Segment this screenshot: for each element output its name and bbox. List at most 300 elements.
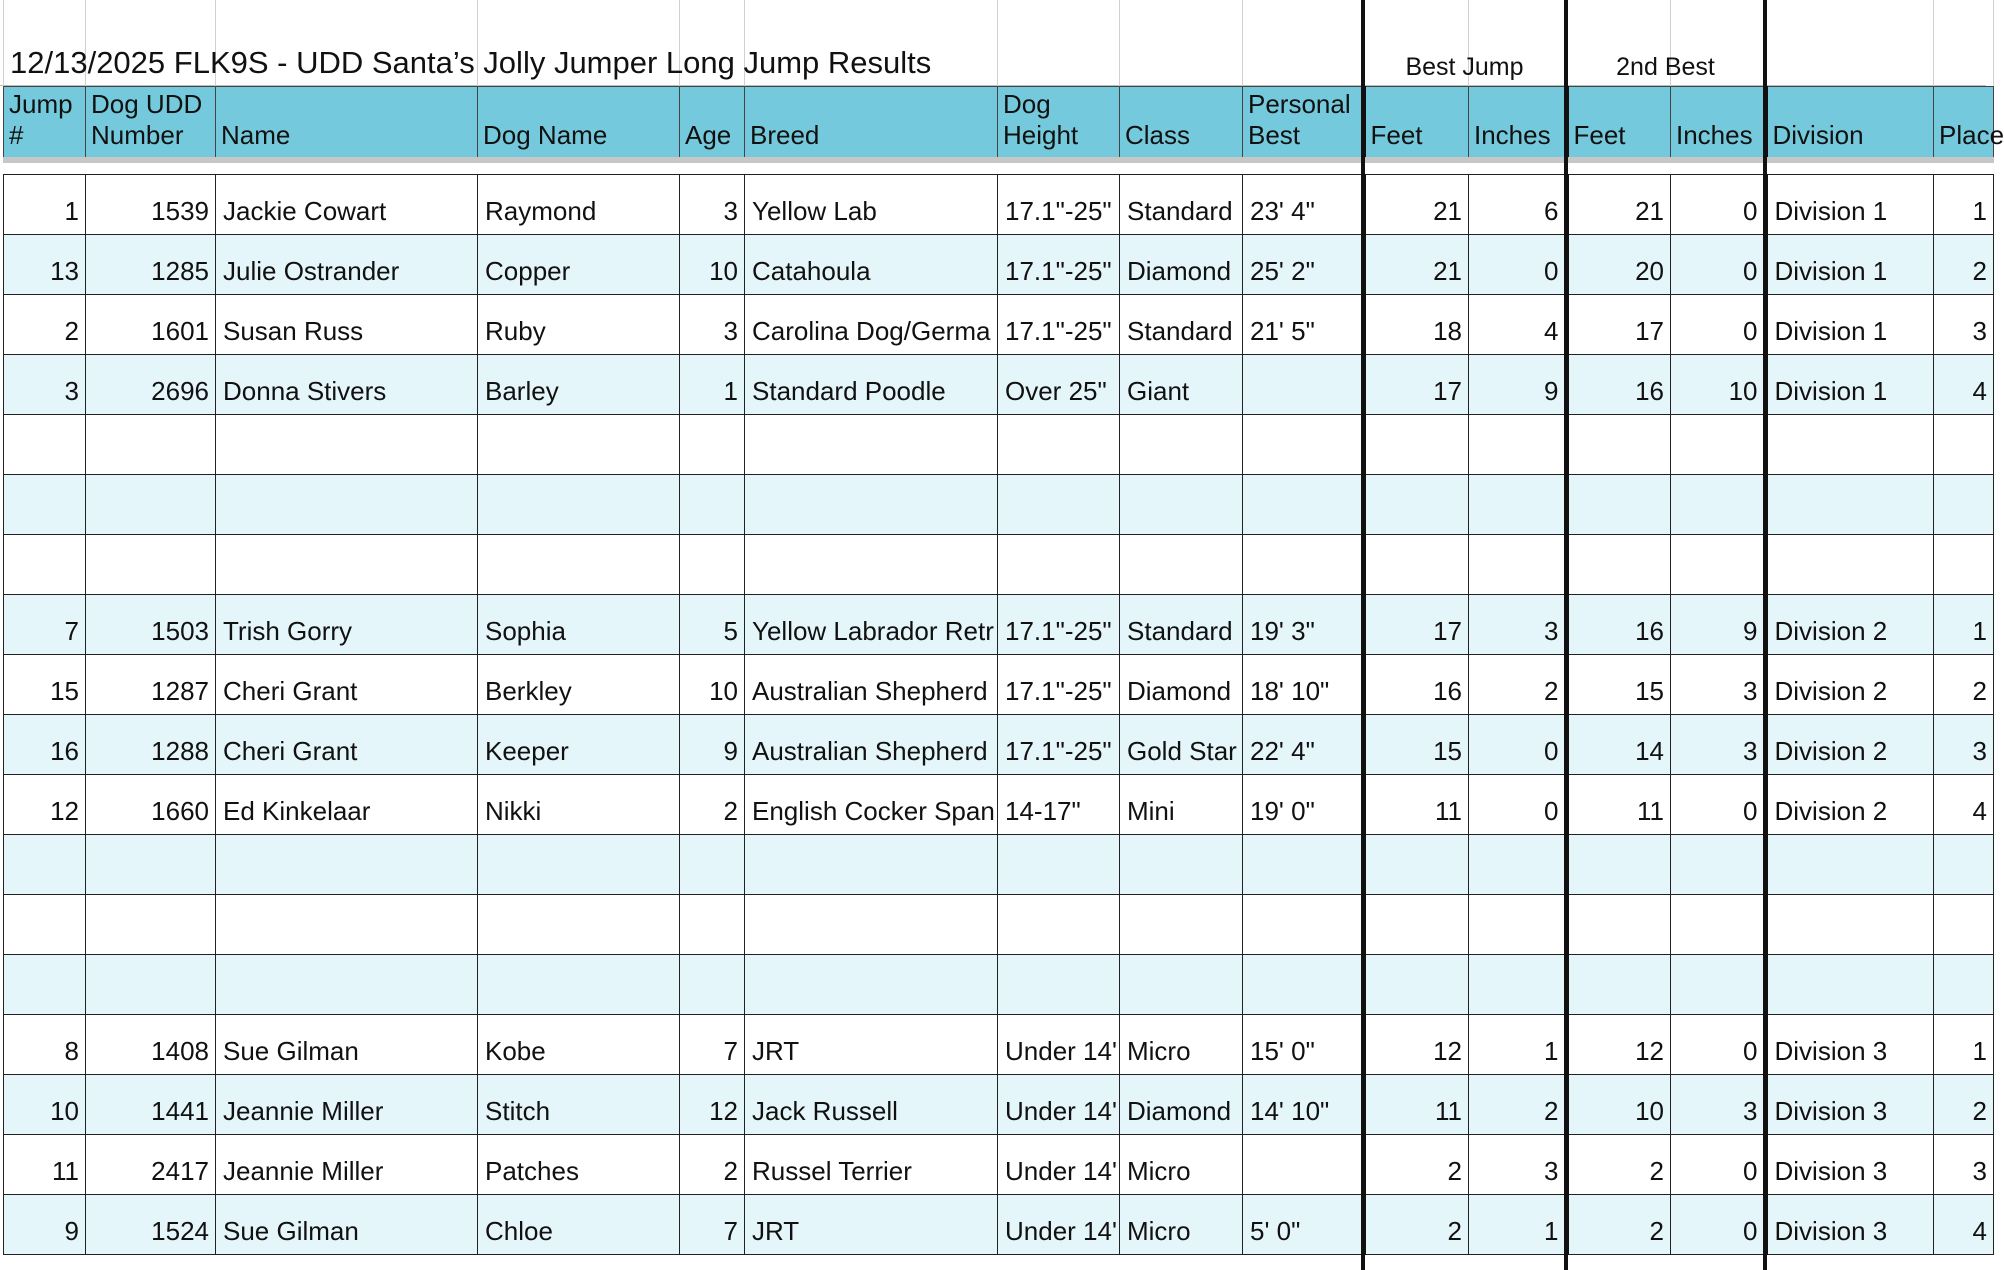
cell-s_ft[interactable]: 12 xyxy=(1567,1014,1671,1074)
cell-b_in[interactable] xyxy=(1469,534,1567,594)
cell-pb[interactable] xyxy=(1243,834,1364,894)
cell-div[interactable]: Division 2 xyxy=(1766,714,1934,774)
cell-height[interactable]: Under 14' xyxy=(998,1194,1120,1254)
cell-b_in[interactable]: 0 xyxy=(1469,774,1567,834)
cell-div[interactable]: Division 3 xyxy=(1766,1014,1934,1074)
cell-dog[interactable] xyxy=(478,474,680,534)
cell-s_in[interactable] xyxy=(1671,834,1766,894)
cell-s_in[interactable]: 0 xyxy=(1671,774,1766,834)
cell-place[interactable] xyxy=(1934,834,1994,894)
cell-b_ft[interactable] xyxy=(1364,954,1469,1014)
cell-div[interactable]: Division 1 xyxy=(1766,354,1934,414)
cell-b_in[interactable]: 0 xyxy=(1469,714,1567,774)
column-header-dog[interactable]: Dog Name xyxy=(478,87,680,161)
cell-s_in[interactable]: 3 xyxy=(1671,1074,1766,1134)
cell-age[interactable] xyxy=(680,954,745,1014)
column-header-b_ft[interactable]: Feet xyxy=(1364,87,1469,161)
cell-b_in[interactable]: 1 xyxy=(1469,1194,1567,1254)
cell-s_in[interactable]: 0 xyxy=(1671,174,1766,234)
cell-jump[interactable] xyxy=(4,834,86,894)
cell-pb[interactable] xyxy=(1243,954,1364,1014)
cell-place[interactable]: 2 xyxy=(1934,654,1994,714)
cell-class[interactable]: Giant xyxy=(1120,354,1243,414)
cell-b_ft[interactable]: 16 xyxy=(1364,654,1469,714)
cell-s_ft[interactable] xyxy=(1567,414,1671,474)
cell-b_ft[interactable]: 11 xyxy=(1364,774,1469,834)
cell-place[interactable] xyxy=(1934,954,1994,1014)
cell-div[interactable]: Division 1 xyxy=(1766,234,1934,294)
cell-breed[interactable]: JRT xyxy=(745,1014,998,1074)
cell-b_in[interactable]: 3 xyxy=(1469,1134,1567,1194)
gridline xyxy=(1119,0,1120,86)
cell-height[interactable] xyxy=(998,894,1120,954)
cell-jump[interactable] xyxy=(4,414,86,474)
cell-name[interactable]: Jeannie Miller xyxy=(216,1134,478,1194)
cell-s_ft[interactable] xyxy=(1567,954,1671,1014)
cell-jump[interactable]: 1 xyxy=(4,174,86,234)
cell-age[interactable] xyxy=(680,474,745,534)
cell-pb[interactable]: 23' 4" xyxy=(1243,174,1364,234)
cell-div[interactable]: Division 3 xyxy=(1766,1194,1934,1254)
cell-div[interactable]: Division 2 xyxy=(1766,594,1934,654)
cell-s_ft[interactable]: 20 xyxy=(1567,234,1671,294)
cell-place[interactable] xyxy=(1934,534,1994,594)
cell-place[interactable]: 1 xyxy=(1934,1014,1994,1074)
cell-div[interactable] xyxy=(1766,834,1934,894)
cell-udd[interactable]: 1288 xyxy=(86,714,216,774)
column-header-b_in[interactable]: Inches xyxy=(1469,87,1567,161)
cell-age[interactable]: 3 xyxy=(680,294,745,354)
cell-breed[interactable] xyxy=(745,834,998,894)
cell-dog[interactable] xyxy=(478,834,680,894)
cell-udd[interactable]: 1503 xyxy=(86,594,216,654)
cell-jump[interactable] xyxy=(4,534,86,594)
cell-height[interactable]: 14-17" xyxy=(998,774,1120,834)
cell-age[interactable]: 12 xyxy=(680,1074,745,1134)
cell-class[interactable]: Diamond xyxy=(1120,234,1243,294)
column-header-s_ft[interactable]: Feet xyxy=(1567,87,1671,161)
cell-height[interactable]: Under 14' xyxy=(998,1074,1120,1134)
cell-place[interactable] xyxy=(1934,894,1994,954)
cell-udd[interactable]: 1287 xyxy=(86,654,216,714)
cell-b_in[interactable]: 6 xyxy=(1469,174,1567,234)
cell-udd[interactable]: 1524 xyxy=(86,1194,216,1254)
cell-div[interactable]: Division 3 xyxy=(1766,1074,1934,1134)
cell-pb[interactable]: 15' 0" xyxy=(1243,1014,1364,1074)
cell-dog[interactable]: Sophia xyxy=(478,594,680,654)
cell-dog[interactable]: Barley xyxy=(478,354,680,414)
cell-s_in[interactable]: 9 xyxy=(1671,594,1766,654)
cell-s_ft[interactable] xyxy=(1567,534,1671,594)
cell-s_ft[interactable]: 11 xyxy=(1567,774,1671,834)
cell-breed[interactable]: Standard Poodle xyxy=(745,354,998,414)
cell-s_in[interactable]: 3 xyxy=(1671,654,1766,714)
cell-div[interactable] xyxy=(1766,894,1934,954)
cell-s_in[interactable]: 0 xyxy=(1671,294,1766,354)
cell-class[interactable] xyxy=(1120,474,1243,534)
column-header-name[interactable]: Name xyxy=(216,87,478,161)
cell-age[interactable]: 10 xyxy=(680,654,745,714)
table-row xyxy=(4,1134,1994,1194)
cell-height[interactable]: 17.1"-25" xyxy=(998,654,1120,714)
cell-place[interactable]: 4 xyxy=(1934,1194,1994,1254)
cell-div[interactable]: Division 2 xyxy=(1766,654,1934,714)
cell-name[interactable] xyxy=(216,474,478,534)
cell-height[interactable]: Under 14' xyxy=(998,1134,1120,1194)
cell-s_ft[interactable]: 10 xyxy=(1567,1074,1671,1134)
cell-b_ft[interactable] xyxy=(1364,834,1469,894)
cell-jump[interactable]: 13 xyxy=(4,234,86,294)
cell-s_ft[interactable] xyxy=(1567,474,1671,534)
column-header-jump[interactable]: Jump # xyxy=(4,87,86,161)
column-header-height[interactable]: Dog Height xyxy=(998,87,1120,161)
cell-name[interactable]: Trish Gorry xyxy=(216,594,478,654)
cell-udd[interactable]: 1285 xyxy=(86,234,216,294)
title-row xyxy=(0,0,1986,86)
cell-age[interactable]: 5 xyxy=(680,594,745,654)
cell-age[interactable]: 7 xyxy=(680,1194,745,1254)
cell-pb[interactable]: 25' 2" xyxy=(1243,234,1364,294)
cell-age[interactable]: 9 xyxy=(680,714,745,774)
cell-jump[interactable] xyxy=(4,474,86,534)
group-divider-line xyxy=(1763,0,1767,1270)
cell-dog[interactable] xyxy=(478,414,680,474)
cell-class[interactable]: Diamond xyxy=(1120,654,1243,714)
cell-height[interactable]: 17.1"-25" xyxy=(998,714,1120,774)
best-jump-group-label[interactable]: Best Jump xyxy=(1405,53,1524,81)
cell-s_in[interactable]: 3 xyxy=(1671,714,1766,774)
cell-class[interactable]: Standard xyxy=(1120,294,1243,354)
cell-breed[interactable]: Australian Shepherd xyxy=(745,654,998,714)
cell-place[interactable]: 4 xyxy=(1934,354,1994,414)
gridline xyxy=(3,0,4,86)
cell-b_in[interactable] xyxy=(1469,414,1567,474)
cell-height[interactable]: 17.1"-25" xyxy=(998,294,1120,354)
cell-s_in[interactable]: 0 xyxy=(1671,1194,1766,1254)
cell-b_ft[interactable]: 18 xyxy=(1364,294,1469,354)
cell-name[interactable]: Jackie Cowart xyxy=(216,174,478,234)
cell-udd[interactable]: 1441 xyxy=(86,1074,216,1134)
cell-s_in[interactable] xyxy=(1671,534,1766,594)
cell-b_ft[interactable] xyxy=(1364,534,1469,594)
cell-div[interactable] xyxy=(1766,534,1934,594)
cell-b_ft[interactable]: 17 xyxy=(1364,354,1469,414)
cell-breed[interactable] xyxy=(745,954,998,1014)
cell-div[interactable] xyxy=(1766,414,1934,474)
cell-class[interactable]: Micro xyxy=(1120,1194,1243,1254)
cell-name[interactable]: Sue Gilman xyxy=(216,1014,478,1074)
cell-s_ft[interactable]: 2 xyxy=(1567,1134,1671,1194)
column-header-pb[interactable]: Personal Best xyxy=(1243,87,1364,161)
cell-dog[interactable]: Copper xyxy=(478,234,680,294)
cell-age[interactable]: 3 xyxy=(680,174,745,234)
cell-dog[interactable] xyxy=(478,894,680,954)
cell-height[interactable] xyxy=(998,954,1120,1014)
cell-age[interactable] xyxy=(680,414,745,474)
cell-class[interactable]: Diamond xyxy=(1120,1074,1243,1134)
cell-pb[interactable] xyxy=(1243,534,1364,594)
cell-name[interactable]: Cheri Grant xyxy=(216,654,478,714)
cell-name[interactable] xyxy=(216,954,478,1014)
table-row xyxy=(4,1074,1994,1134)
cell-b_in[interactable]: 1 xyxy=(1469,1014,1567,1074)
cell-name[interactable] xyxy=(216,414,478,474)
cell-dog[interactable]: Nikki xyxy=(478,774,680,834)
cell-jump[interactable]: 2 xyxy=(4,294,86,354)
cell-height[interactable] xyxy=(998,534,1120,594)
cell-pb[interactable]: 19' 0" xyxy=(1243,774,1364,834)
table-row xyxy=(4,234,1994,294)
cell-breed[interactable]: Russel Terrier xyxy=(745,1134,998,1194)
cell-dog[interactable]: Stitch xyxy=(478,1074,680,1134)
cell-b_ft[interactable]: 21 xyxy=(1364,234,1469,294)
cell-dog[interactable] xyxy=(478,954,680,1014)
cell-height[interactable]: Over 25" xyxy=(998,354,1120,414)
cell-s_ft[interactable]: 16 xyxy=(1567,594,1671,654)
cell-udd[interactable]: 2696 xyxy=(86,354,216,414)
cell-name[interactable]: Ed Kinkelaar xyxy=(216,774,478,834)
cell-b_in[interactable] xyxy=(1469,474,1567,534)
cell-s_ft[interactable]: 15 xyxy=(1567,654,1671,714)
cell-place[interactable]: 2 xyxy=(1934,234,1994,294)
cell-height[interactable] xyxy=(998,474,1120,534)
cell-name[interactable]: Cheri Grant xyxy=(216,714,478,774)
cell-dog[interactable]: Kobe xyxy=(478,1014,680,1074)
cell-s_in[interactable]: 0 xyxy=(1671,1134,1766,1194)
column-header-s_in[interactable]: Inches xyxy=(1671,87,1766,161)
cell-breed[interactable]: JRT xyxy=(745,1194,998,1254)
cell-breed[interactable]: Australian Shepherd xyxy=(745,714,998,774)
cell-udd[interactable] xyxy=(86,834,216,894)
cell-jump[interactable]: 15 xyxy=(4,654,86,714)
cell-div[interactable]: Division 3 xyxy=(1766,1134,1934,1194)
cell-name[interactable]: Julie Ostrander xyxy=(216,234,478,294)
cell-s_in[interactable]: 0 xyxy=(1671,234,1766,294)
cell-jump[interactable]: 3 xyxy=(4,354,86,414)
cell-breed[interactable]: English Cocker Span xyxy=(745,774,998,834)
cell-name[interactable]: Sue Gilman xyxy=(216,1194,478,1254)
cell-breed[interactable] xyxy=(745,534,998,594)
cell-b_ft[interactable]: 11 xyxy=(1364,1074,1469,1134)
cell-pb[interactable]: 5' 0" xyxy=(1243,1194,1364,1254)
cell-breed[interactable] xyxy=(745,414,998,474)
cell-dog[interactable]: Berkley xyxy=(478,654,680,714)
cell-place[interactable]: 3 xyxy=(1934,1134,1994,1194)
cell-name[interactable] xyxy=(216,894,478,954)
cell-age[interactable] xyxy=(680,534,745,594)
cell-b_in[interactable]: 3 xyxy=(1469,594,1567,654)
column-header-div[interactable]: Division xyxy=(1766,87,1934,161)
cell-class[interactable]: Micro xyxy=(1120,1014,1243,1074)
cell-height[interactable]: 17.1"-25" xyxy=(998,234,1120,294)
cell-place[interactable]: 3 xyxy=(1934,294,1994,354)
cell-breed[interactable] xyxy=(745,894,998,954)
cell-class[interactable]: Mini xyxy=(1120,774,1243,834)
cell-div[interactable]: Division 1 xyxy=(1766,294,1934,354)
cell-b_ft[interactable] xyxy=(1364,414,1469,474)
table-row xyxy=(4,654,1994,714)
cell-age[interactable]: 2 xyxy=(680,774,745,834)
cell-age[interactable]: 2 xyxy=(680,1134,745,1194)
cell-age[interactable] xyxy=(680,834,745,894)
cell-s_in[interactable] xyxy=(1671,474,1766,534)
cell-name[interactable]: Donna Stivers xyxy=(216,354,478,414)
cell-udd[interactable] xyxy=(86,954,216,1014)
cell-jump[interactable]: 11 xyxy=(4,1134,86,1194)
cell-s_in[interactable]: 10 xyxy=(1671,354,1766,414)
cell-name[interactable] xyxy=(216,834,478,894)
cell-jump[interactable]: 7 xyxy=(4,594,86,654)
cell-b_ft[interactable]: 15 xyxy=(1364,714,1469,774)
cell-breed[interactable]: Catahoula xyxy=(745,234,998,294)
cell-b_in[interactable]: 2 xyxy=(1469,1074,1567,1134)
cell-s_ft[interactable]: 17 xyxy=(1567,294,1671,354)
cell-place[interactable]: 2 xyxy=(1934,1074,1994,1134)
cell-div[interactable]: Division 2 xyxy=(1766,774,1934,834)
cell-age[interactable]: 10 xyxy=(680,234,745,294)
cell-name[interactable] xyxy=(216,534,478,594)
cell-place[interactable] xyxy=(1934,474,1994,534)
cell-breed[interactable]: Yellow Labrador Retr xyxy=(745,594,998,654)
cell-s_ft[interactable] xyxy=(1567,894,1671,954)
cell-place[interactable]: 3 xyxy=(1934,714,1994,774)
cell-s_ft[interactable] xyxy=(1567,834,1671,894)
cell-pb[interactable] xyxy=(1243,894,1364,954)
cell-pb[interactable] xyxy=(1243,474,1364,534)
cell-height[interactable]: 17.1"-25" xyxy=(998,594,1120,654)
sheet-title[interactable]: 12/13/2025 FLK9S - UDD Santa’s Jolly Jumper Long Jump Results xyxy=(10,45,932,80)
cell-place[interactable]: 1 xyxy=(1934,594,1994,654)
cell-udd[interactable] xyxy=(86,894,216,954)
cell-dog[interactable] xyxy=(478,534,680,594)
cell-udd[interactable] xyxy=(86,414,216,474)
cell-s_in[interactable] xyxy=(1671,954,1766,1014)
cell-class[interactable] xyxy=(1120,894,1243,954)
cell-jump[interactable]: 10 xyxy=(4,1074,86,1134)
cell-b_in[interactable] xyxy=(1469,834,1567,894)
cell-s_in[interactable] xyxy=(1671,414,1766,474)
cell-udd[interactable]: 1601 xyxy=(86,294,216,354)
cell-s_ft[interactable]: 2 xyxy=(1567,1194,1671,1254)
cell-udd[interactable]: 1539 xyxy=(86,174,216,234)
cell-b_in[interactable]: 9 xyxy=(1469,354,1567,414)
cell-age[interactable] xyxy=(680,894,745,954)
cell-class[interactable]: Standard xyxy=(1120,594,1243,654)
cell-b_in[interactable] xyxy=(1469,954,1567,1014)
cell-b_ft[interactable]: 21 xyxy=(1364,174,1469,234)
gridline xyxy=(1242,0,1243,86)
cell-class[interactable]: Gold Star xyxy=(1120,714,1243,774)
cell-breed[interactable]: Yellow Lab xyxy=(745,174,998,234)
cell-breed[interactable]: Carolina Dog/Germa xyxy=(745,294,998,354)
column-header-place[interactable]: Place xyxy=(1934,87,1994,161)
cell-s_in[interactable]: 0 xyxy=(1671,1014,1766,1074)
second-best-group-label[interactable]: 2nd Best xyxy=(1616,53,1715,81)
cell-jump[interactable]: 16 xyxy=(4,714,86,774)
cell-pb[interactable] xyxy=(1243,1134,1364,1194)
cell-age[interactable]: 1 xyxy=(680,354,745,414)
cell-b_ft[interactable]: 2 xyxy=(1364,1134,1469,1194)
cell-pb[interactable] xyxy=(1243,414,1364,474)
cell-pb[interactable]: 18' 10" xyxy=(1243,654,1364,714)
cell-class[interactable] xyxy=(1120,414,1243,474)
cell-class[interactable] xyxy=(1120,834,1243,894)
cell-pb[interactable]: 14' 10" xyxy=(1243,1074,1364,1134)
gridline xyxy=(997,0,998,86)
cell-breed[interactable] xyxy=(745,474,998,534)
column-header-class[interactable]: Class xyxy=(1120,87,1243,161)
cell-udd[interactable] xyxy=(86,474,216,534)
cell-b_ft[interactable] xyxy=(1364,894,1469,954)
cell-jump[interactable]: 9 xyxy=(4,1194,86,1254)
cell-class[interactable]: Standard xyxy=(1120,174,1243,234)
cell-breed[interactable]: Jack Russell xyxy=(745,1074,998,1134)
cell-height[interactable] xyxy=(998,834,1120,894)
cell-pb[interactable]: 21' 5" xyxy=(1243,294,1364,354)
cell-pb[interactable]: 19' 3" xyxy=(1243,594,1364,654)
cell-jump[interactable] xyxy=(4,894,86,954)
column-header-breed[interactable]: Breed xyxy=(745,87,998,161)
cell-dog[interactable]: Raymond xyxy=(478,174,680,234)
cell-b_in[interactable] xyxy=(1469,894,1567,954)
cell-class[interactable]: Micro xyxy=(1120,1134,1243,1194)
cell-place[interactable]: 1 xyxy=(1934,174,1994,234)
cell-dog[interactable]: Ruby xyxy=(478,294,680,354)
cell-udd[interactable]: 2417 xyxy=(86,1134,216,1194)
cell-s_ft[interactable]: 21 xyxy=(1567,174,1671,234)
cell-dog[interactable]: Chloe xyxy=(478,1194,680,1254)
cell-age[interactable]: 7 xyxy=(680,1014,745,1074)
cell-class[interactable] xyxy=(1120,954,1243,1014)
cell-place[interactable] xyxy=(1934,414,1994,474)
table-row xyxy=(4,774,1994,834)
cell-dog[interactable]: Patches xyxy=(478,1134,680,1194)
cell-height[interactable]: 17.1"-25" xyxy=(998,174,1120,234)
column-header-udd[interactable]: Dog UDD Number xyxy=(86,87,216,161)
cell-b_in[interactable]: 2 xyxy=(1469,654,1567,714)
cell-jump[interactable]: 8 xyxy=(4,1014,86,1074)
cell-pb[interactable]: 22' 4" xyxy=(1243,714,1364,774)
cell-s_ft[interactable]: 14 xyxy=(1567,714,1671,774)
cell-b_in[interactable]: 4 xyxy=(1469,294,1567,354)
cell-b_ft[interactable] xyxy=(1364,474,1469,534)
cell-height[interactable]: Under 14' xyxy=(998,1014,1120,1074)
cell-jump[interactable] xyxy=(4,954,86,1014)
cell-div[interactable]: Division 1 xyxy=(1766,174,1934,234)
cell-b_ft[interactable]: 12 xyxy=(1364,1014,1469,1074)
cell-place[interactable]: 4 xyxy=(1934,774,1994,834)
cell-pb[interactable] xyxy=(1243,354,1364,414)
cell-udd[interactable]: 1408 xyxy=(86,1014,216,1074)
cell-b_in[interactable]: 0 xyxy=(1469,234,1567,294)
cell-b_ft[interactable]: 2 xyxy=(1364,1194,1469,1254)
cell-udd[interactable]: 1660 xyxy=(86,774,216,834)
cell-jump[interactable]: 12 xyxy=(4,774,86,834)
cell-class[interactable] xyxy=(1120,534,1243,594)
cell-udd[interactable] xyxy=(86,534,216,594)
cell-s_ft[interactable]: 16 xyxy=(1567,354,1671,414)
cell-name[interactable]: Jeannie Miller xyxy=(216,1074,478,1134)
cell-height[interactable] xyxy=(998,414,1120,474)
cell-div[interactable] xyxy=(1766,954,1934,1014)
cell-name[interactable]: Susan Russ xyxy=(216,294,478,354)
cell-div[interactable] xyxy=(1766,474,1934,534)
cell-b_ft[interactable]: 17 xyxy=(1364,594,1469,654)
table-row xyxy=(4,354,1994,414)
cell-s_in[interactable] xyxy=(1671,894,1766,954)
cell-dog[interactable]: Keeper xyxy=(478,714,680,774)
column-header-age[interactable]: Age xyxy=(680,87,745,161)
